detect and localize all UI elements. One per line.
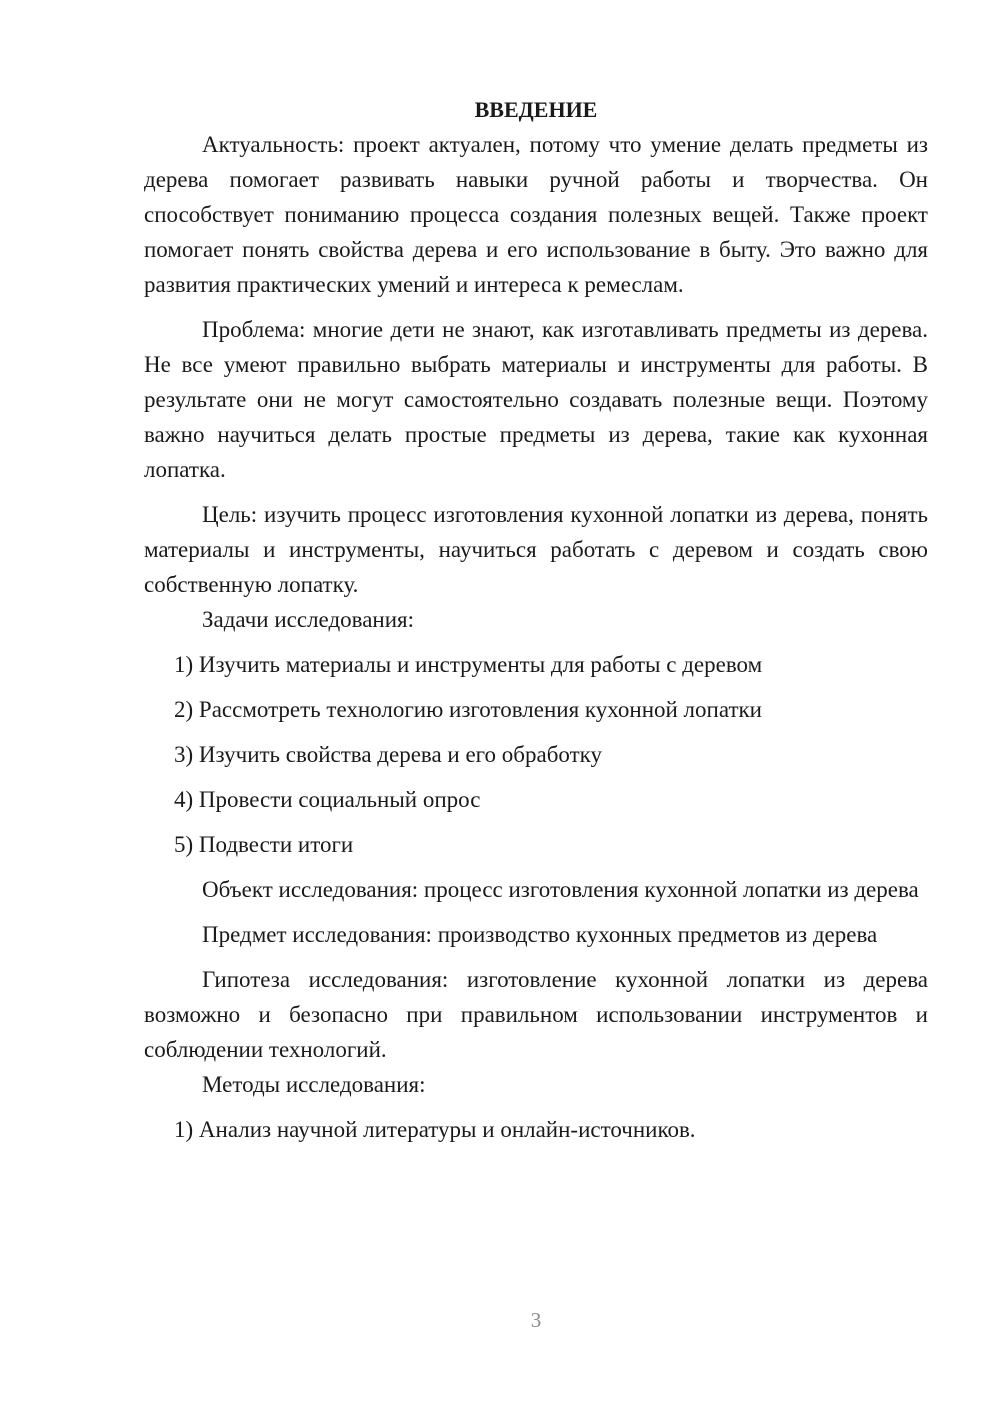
tasks-heading: Задачи исследования: xyxy=(202,607,415,632)
task-item-5: 5) Подвести итоги xyxy=(174,832,354,857)
page-number: 3 xyxy=(530,1308,542,1332)
paragraph-hypothesis: Гипотеза исследования: изготовление кухонной лопатки из дерева возможно и безопасно при правильном использовании инструментов и соблюдении технологий. xyxy=(144,967,928,1062)
task-item-1: 1) Изучить материалы и инструменты для работы с деревом xyxy=(174,652,763,677)
methods-heading: Методы исследования: xyxy=(202,1072,426,1097)
page-body xyxy=(144,92,928,1147)
paragraph-goal: Цель: изучить процесс изготовления кухонной лопатки из дерева, понять материалы и инструменты, научиться работать с деревом и создать свою собственную лопатку. xyxy=(144,502,928,597)
method-item-1: 1) Анализ научной литературы и онлайн-источников. xyxy=(174,1117,696,1142)
paragraph-problem: Проблема: многие дети не знают, как изготавливать предметы из дерева. Не все умеют правильно выбрать материалы и инструменты для работы. В результате они не могут самостоятельно создавать полезные вещи. Поэтому важно научиться делать простые предметы из дерева, такие как кухонная лопатка. xyxy=(144,317,928,482)
task-item-4: 4) Провести социальный опрос xyxy=(174,787,481,812)
page-title: ВВЕДЕНИЕ xyxy=(474,97,598,122)
task-item-3: 3) Изучить свойства дерева и его обработку xyxy=(174,742,603,767)
paragraph-object: Объект исследования: процесс изготовления кухонной лопатки из дерева xyxy=(202,877,919,902)
paragraph-subject: Предмет исследования: производство кухонных предметов из дерева xyxy=(202,922,878,947)
task-item-2: 2) Рассмотреть технологию изготовления кухонной лопатки xyxy=(174,697,762,722)
paragraph-relevance: Актуальность: проект актуален, потому что умение делать предметы из дерева помогает развивать навыки ручной работы и творчества. Он способствует пониманию процесса создания полезных вещей. Также проект помогает понять свойства дерева и его использование в быту. Это важно для развития практических умений и интереса к ремеслам. xyxy=(144,132,928,297)
